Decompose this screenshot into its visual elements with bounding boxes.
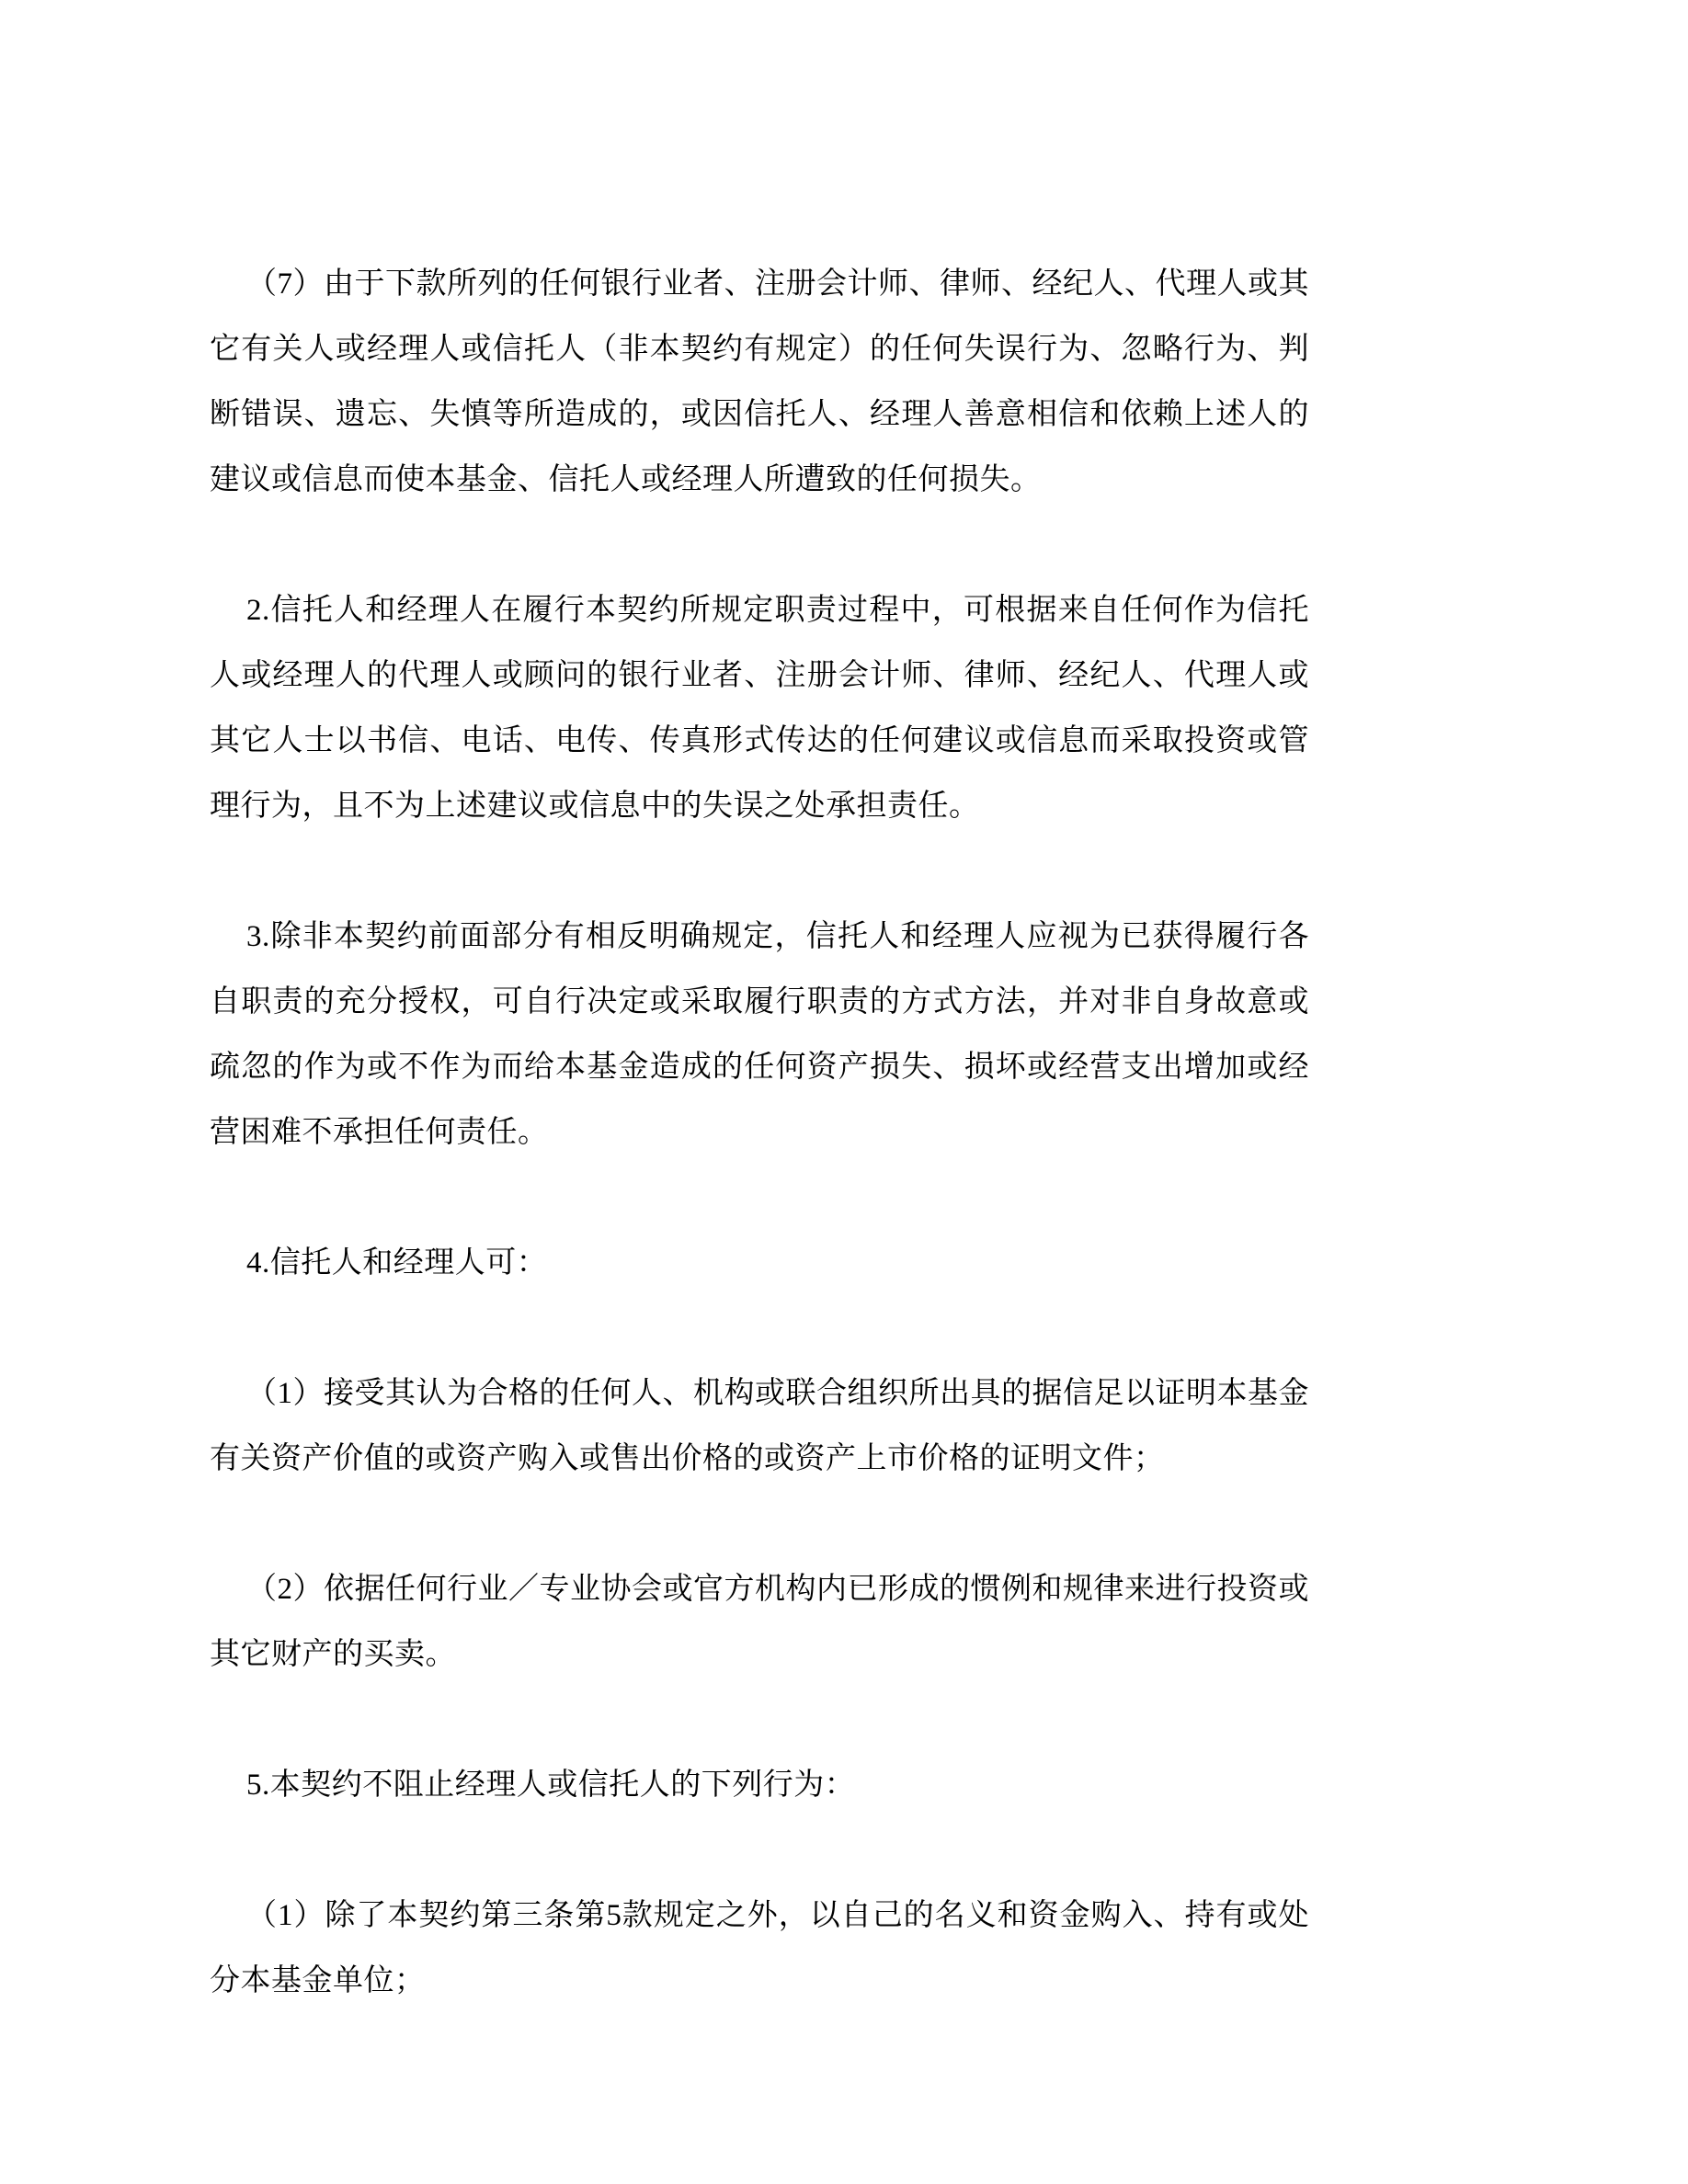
paragraph-clause-5: 5.本契约不阻止经理人或信托人的下列行为： — [246, 1769, 856, 1802]
paragraph-clause-7: （7）由于下款所列的任何银行业者、注册会计师、律师、经纪人、代理人或其它有关人或经理人或信托人（非本契约有规定）的任何失误行为、忽略行为、判断错误、遗忘、失慎等所造成的，或因信托人、经理人善意相信和依赖上述人的建议或信息而使本基金、信托人或经理人所遭致的任何损失。 — [210, 267, 1309, 496]
paragraph-clause-3: 3.除非本契约前面部分有相反明确规定，信托人和经理人应视为已获得履行各自职责的充分授权，可自行决定或采取履行职责的方式方法，并对非自身故意或疏忽的作为或不作为而给本基金造成的任何资产损失、损坏或经营支出增加或经营困难不承担任何责任。 — [210, 920, 1309, 1149]
paragraph-clause-5-item-1: （1）除了本契约第三条第5款规定之外，以自己的名义和资金购入、持有或处分本基金单位； — [210, 1899, 1309, 1997]
paragraph-clause-4: 4.信托人和经理人可： — [246, 1246, 548, 1280]
document-content — [210, 252, 1309, 2014]
paragraph-clause-2: 2.信托人和经理人在履行本契约所规定职责过程中，可根据来自任何作为信托人或经理人的代理人或顾问的银行业者、注册会计师、律师、经纪人、代理人或其它人士以书信、电话、电传、传真形式传达的任何建议或信息而采取投资或管理行为，且不为上述建议或信息中的失误之处承担责任。 — [210, 594, 1309, 823]
paragraph-clause-4-item-2: （2）依据任何行业／专业协会或官方机构内已形成的惯例和规律来进行投资或其它财产的买卖。 — [210, 1573, 1309, 1671]
paragraph-clause-4-item-1: （1）接受其认为合格的任何人、机构或联合组织所出具的据信足以证明本基金有关资产价值的或资产购入或售出价格的或资产上市价格的证明文件； — [210, 1377, 1309, 1475]
